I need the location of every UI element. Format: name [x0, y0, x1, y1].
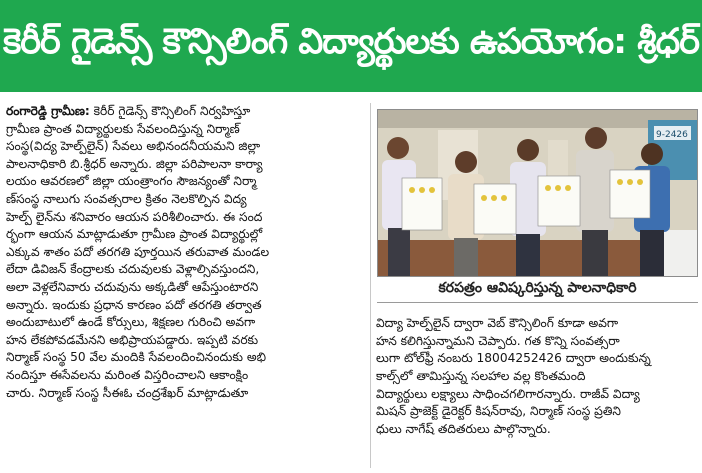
- body-line: హన లేకపోవడమేనని అభిప్రాయపడ్డారు. ఇప్పటి వరకు: [6, 332, 259, 347]
- news-photo: [377, 109, 698, 277]
- body-line: గ్రామీణ ప్రాంత విద్యార్థులకు సేవలందిస్తున్న నిర్మాణ్: [6, 121, 240, 136]
- body-line: పాలనాధికారి బి.శ్రీధర్ అన్నారు. జిల్లా పరిపాలనా కార్యా: [6, 156, 263, 171]
- photo-caption-bar: [377, 276, 698, 303]
- body-line: చారు. నిర్మాణ్ సంస్థ సీఈఓ చంద్రశేఖర్ మాట్లాడుతూ: [6, 385, 249, 400]
- body-line: ధులు నాగేష్ తదితరులు పాల్గొన్నారు.: [376, 422, 551, 437]
- body-line: ఎక్కువ శాతం పదో తరగతి పూర్తయిన తరువాత మండల: [6, 244, 270, 259]
- body-line: హెల్ప్ లైన్‌ను శనివారం ఆయన పరిశీలించారు. ఈ సంద: [6, 209, 263, 224]
- body-line: హన కలిగిస్తున్నామని చెప్పారు. గత కొన్ని సంవత్సరా: [376, 333, 620, 348]
- body-line: అలా వెళ్లలేనివారు చదువును అక్కడితో ఆపేస్తుంటారని: [6, 279, 259, 294]
- left-column: [6, 103, 366, 402]
- headline: కెరీర్ గైడెన్స్ కౌన్సిలింగ్ విద్యార్థులకు ఉపయోగం: శ్రీధర్: [3, 22, 699, 62]
- body-line: కాల్స్‌లో తామిస్తున్న సలహాల వల్ల కొంతమంది: [376, 369, 586, 384]
- body-line: ర్భంగా ఆయన మాట్లాడుతూ గ్రామీణ ప్రాంత విద్యార్థుల్లో: [6, 227, 263, 242]
- column-divider: [370, 103, 371, 468]
- body-line: అందుబాటులో ఉండే కోర్సులు, శిక్షణల గురించి అవగా: [6, 315, 256, 330]
- body-line: సంస్థ(విద్య హెల్ప్‌లైన్) సేవలు అభినందనీయమని జిల్లా: [6, 139, 261, 154]
- body-line: [6, 103, 366, 121]
- body-line: మిషన్ ప్రాజెక్ట్ డైరెక్టర్ కిషన్‌రావు, నిర్మాణ్ సంస్థ ప్రతిని: [376, 404, 621, 419]
- body-line: ణ్‌సంస్థ నాలుగు సంవత్సరాల క్రితం నెలకొల్పిన విద్య: [6, 191, 247, 206]
- body-line: లుగా టోల్‌ఫ్రీ నంబరు 18004252426 ద్వారా అందుకున్న: [376, 351, 651, 366]
- right-column: [376, 315, 696, 439]
- body-line: లేదా డివిజన్ కేంద్రాలకు చదువులకు వెళ్లాల్సివస్తుందని,: [6, 262, 260, 277]
- news-photo-illustration: [378, 110, 697, 276]
- photo-caption: కరపత్రం ఆవిష్కరిస్తున్న పాలనాధికారి: [438, 279, 637, 296]
- dateline: రంగారెడ్డి గ్రామీణ:: [6, 104, 90, 118]
- body-line: లయం ఆవరణలో జిల్లా యంత్రాంగం సౌజన్యంతో నిర్మా: [6, 174, 257, 189]
- body-line-text: కెరీర్ గైడెన్స్ కౌన్సిలింగ్ నిర్వహిస్తూ: [89, 104, 251, 118]
- body-line: అన్నారు. ఇందుకు ప్రధాన కారణం పదో తరగతి తర్వాత: [6, 297, 262, 312]
- body-line: నందిస్తూ ఈసేవలను మరింత విస్తరించాలని ఆకాంక్షిం: [6, 367, 249, 382]
- body-line: విద్యార్థులు లక్ష్యాలు సాధించగలిగారన్నారు. రాజీవ్ విద్యా: [376, 386, 640, 401]
- headline-band: [0, 0, 702, 92]
- body-line: నిర్మాణ్ సంస్థ 50 వేల మందికి సేవలందించినందుకు అభి: [6, 350, 266, 365]
- body-line: విద్యా హెల్ప్‌లైన్ ద్వారా వెబ్ కౌన్సిలింగ్ కూడా అవగా: [376, 316, 619, 330]
- board-number: 9-2426: [656, 130, 688, 140]
